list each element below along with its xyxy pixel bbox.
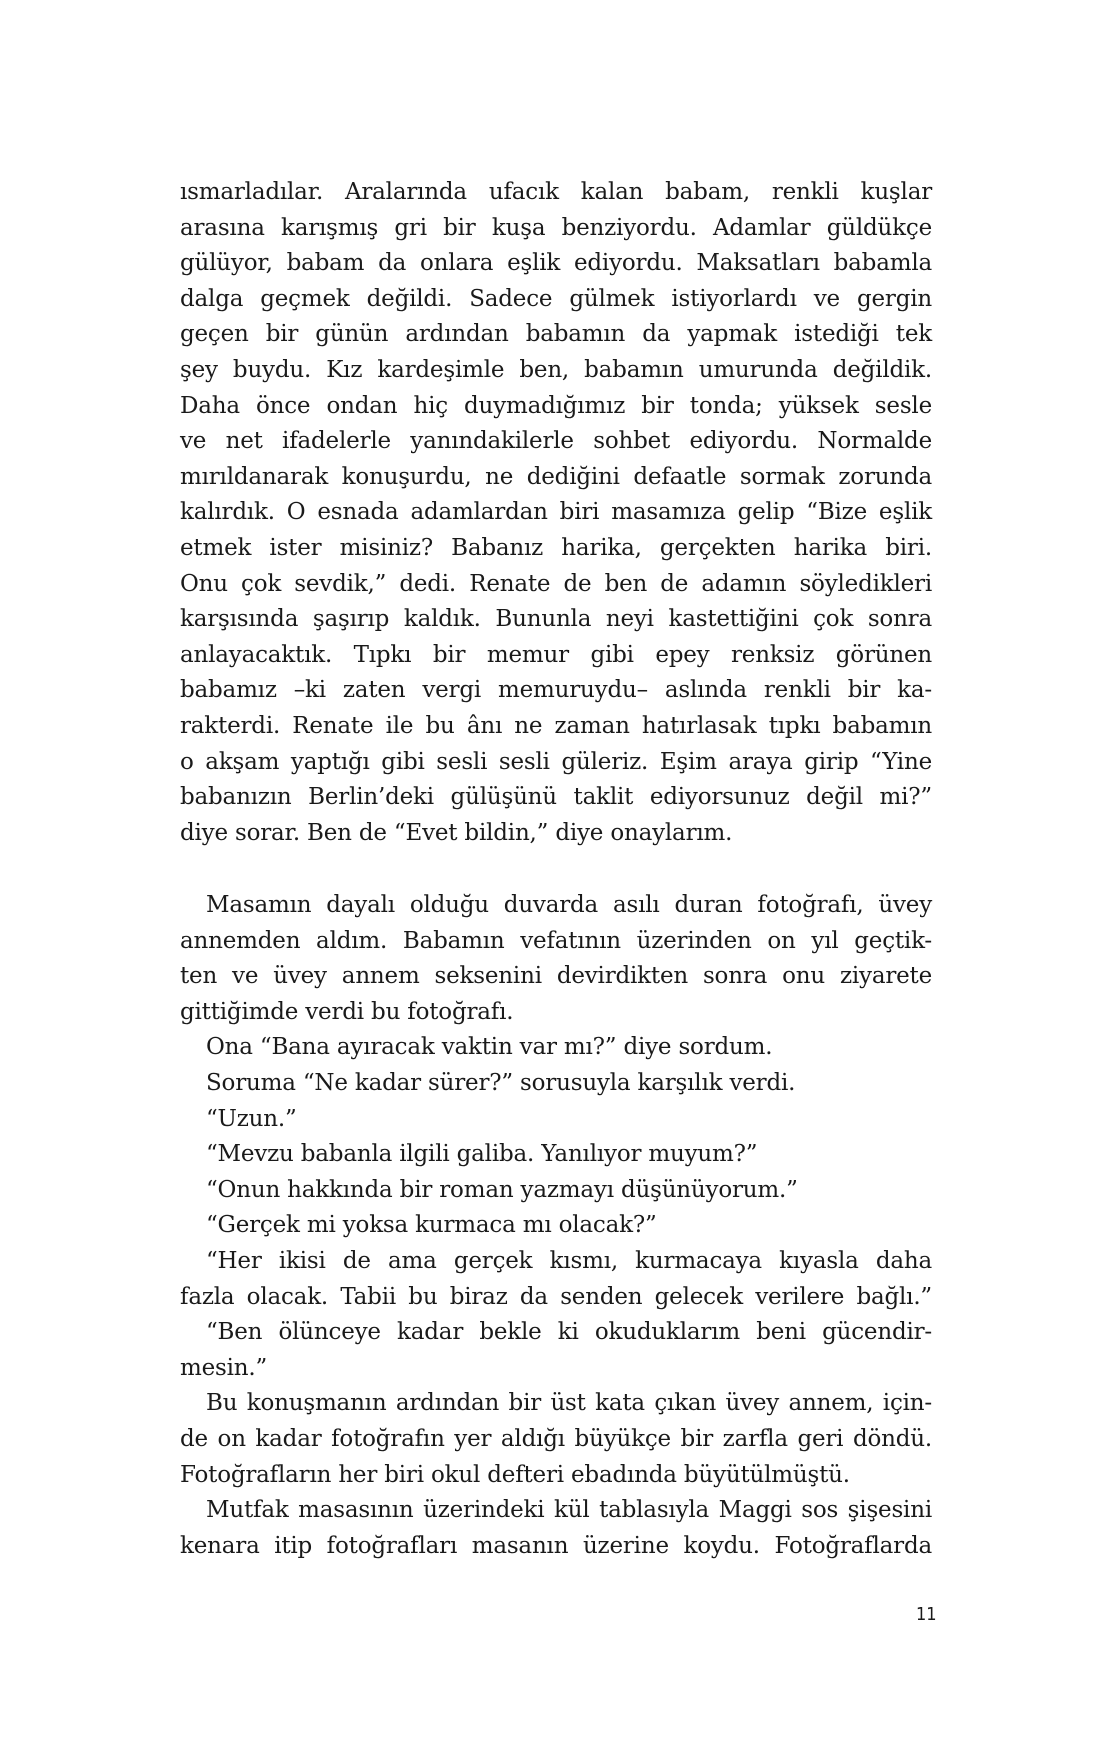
text-line: etmek ister misiniz? Babanız harika, gerçekten harika biri. (180, 534, 932, 561)
dialogue-line: “Onun hakkında bir roman yazmayı düşünüyorum.” (206, 1176, 798, 1203)
dialogue-line: “Mevzu babanla ilgili galiba. Yanılıyor muyum?” (206, 1141, 758, 1168)
dialogue-line: “Ben ölünceye kadar bekle ki okuduklarım beni gücendir- (206, 1319, 932, 1346)
text-line: arasına karışmış gri bir kuşa benziyordu. Adamlar güldükçe (180, 214, 932, 241)
text-line: ten ve üvey annem seksenini devirdikten sonra onu ziyarete (180, 963, 932, 990)
text-line: babanızın Berlin’deki gülüşünü taklit ediyorsunuz değil mi?” (180, 784, 932, 811)
text-line: babamız –ki zaten vergi memuruydu– aslında renkli bir ka- (180, 677, 932, 704)
paragraph-1 (180, 175, 932, 851)
text-line: karşısında şaşırıp kaldık. Bununla neyi kastettiğini çok sonra (180, 606, 932, 633)
text-line: Masamın dayalı olduğu duvarda asılı duran fotoğrafı, üvey (206, 892, 932, 918)
text-line: rakterdi. Renate ile bu ânı ne zaman hatırlasak tıpkı babamın (180, 712, 932, 739)
dialogue-line: “Gerçek mi yoksa kurmaca mı olacak?” (206, 1212, 657, 1239)
text-line: o akşam yaptığı gibi sesli sesli güleriz. Eşim araya girip “Yine (180, 748, 932, 775)
text-line: kalırdık. O esnada adamlardan biri masamıza gelip “Bize eşlik (180, 499, 932, 526)
text-line: geçen bir günün ardından babamın da yapmak istediği tek (180, 321, 932, 348)
text-line: Daha önce ondan hiç duymadığımız bir tonda; yüksek sesle (180, 392, 932, 419)
text-line: diye sorar. Ben de “Evet bildin,” diye onaylarım. (180, 819, 733, 846)
page-number: 11 (916, 1604, 937, 1625)
dialogue-line: “Uzun.” (206, 1105, 297, 1132)
dialogue-line: Soruma “Ne kadar sürer?” sorusuyla karşılık verdi. (206, 1069, 796, 1096)
text-line: ve net ifadelerle yanındakilerle sohbet ediyordu. Normalde (180, 428, 932, 455)
text-line: Fotoğrafların her biri okul defteri ebadında büyütülmüştü. (180, 1461, 850, 1488)
text-line: mırıldanarak konuşurdu, ne dediğini defaatle sormak zorunda (180, 463, 932, 490)
text-line: Onu çok sevdik,” dedi. Renate de ben de adamın söyledikleri (180, 570, 932, 597)
dialogue-line: Ona “Bana ayıracak vaktin var mı?” diye sordum. (206, 1034, 773, 1061)
text-line: gülüyor, babam da onlara eşlik ediyordu. Maksatları babamla (180, 250, 932, 277)
text-line: şey buydu. Kız kardeşimle ben, babamın umurunda değildik. (180, 356, 932, 383)
text-line: fazla olacak. Tabii bu biraz da senden gelecek verilere bağlı.” (180, 1283, 932, 1310)
text-line: anlayacaktık. Tıpkı bir memur gibi epey renksiz görünen (180, 641, 932, 668)
text-line: mesin.” (180, 1354, 268, 1381)
text-line: Mutfak masasının üzerindeki kül tablasıyla Maggi sos şişesini (206, 1497, 932, 1524)
text-line: gittiğimde verdi bu fotoğrafı. (180, 998, 514, 1025)
text-line: de on kadar fotoğrafın yer aldığı büyükçe bir zarfla geri döndü. (180, 1425, 932, 1452)
text-line: kenara itip fotoğrafları masanın üzerine koydu. Fotoğraflarda (180, 1532, 932, 1559)
paragraph-2 (180, 888, 932, 1564)
text-line: Bu konuşmanın ardından bir üst kata çıkan üvey annem, için- (206, 1390, 932, 1417)
text-line: annemden aldım. Babamın vefatının üzerinden on yıl geçtik- (180, 927, 932, 954)
text-line: ısmarladılar. Aralarında ufacık kalan babam, renkli kuşlar (180, 179, 932, 205)
dialogue-line: “Her ikisi de ama gerçek kısmı, kurmacaya kıyasla daha (206, 1247, 932, 1274)
text-line: dalga geçmek değildi. Sadece gülmek istiyorlardı ve gergin (180, 285, 932, 312)
